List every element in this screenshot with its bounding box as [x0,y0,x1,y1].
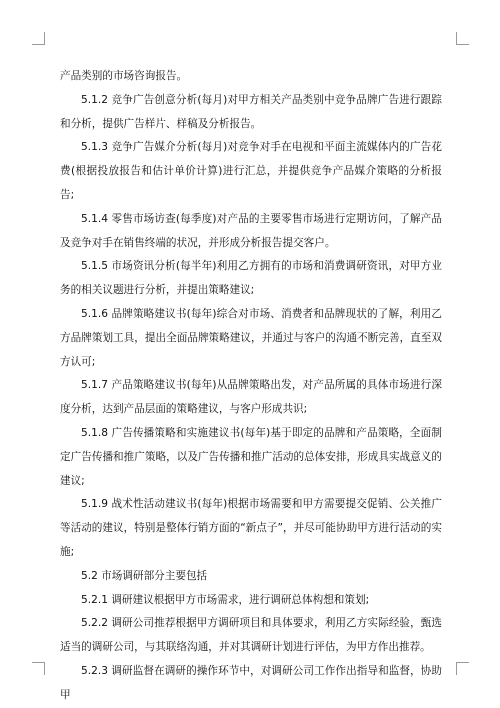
paragraph: 5.1.4 零售市场访查(每季度)对产品的主要零售市场进行定期访问，了解产品及竞争对手在销售终端的状况，并形成分析报告提交客户。 [60,212,442,249]
paragraph: 5.1.9 战术性活动建议书(每年)根据市场需要和甲方需要提交促销、公关推广等活动的建议，特别是整体行销方面的“新点子”，并尽可能协助甲方进行活动的实施; [60,498,442,558]
paragraph: 5.1.6 品牌策略建议书(每年)综合对市场、消费者和品牌现状的了解，利用乙方品牌策划工具，提出全面品牌策略建议，并通过与客户的沟通不断完善，直至双方认可; [60,307,442,368]
crop-mark-top-right [456,32,469,45]
crop-mark-bottom-right [456,662,469,675]
paragraph: 5.1.7 产品策略建议书(每年)从品牌策略出发，对产品所属的具体市场进行深度分析，达到产品层面的策略建议，与客户形成共识; [60,379,442,416]
paragraph: 5.2.1 调研建议根据甲方市场需求，进行调研总体构想和策划; [81,593,370,606]
paragraph: 5.1.3 竞争广告媒介分析(每月)对竞争对手在电视和平面主流媒体内的广告花费(根据投放报告和估计单价计算)进行汇总，并提供竞争产品媒介策略的分析报告; [60,141,442,201]
paragraph: 5.1.5 市场资讯分析(每半年)利用乙方拥有的市场和消费调研资讯，对甲方业务的相关议题进行分析，并提出策略建议; [60,260,442,297]
paragraph: 5.1.2 竞争广告创意分析(每月)对甲方相关产品类别中竞争品牌广告进行跟踪和分析，提供广告样片、样稿及分析报告。 [60,93,442,130]
section-heading: 5.2 市场调研部分主要包括 [81,569,208,582]
document-body [60,65,442,708]
crop-mark-top-left [32,32,45,45]
crop-mark-bottom-left [32,662,45,675]
paragraph: 5.2.3 调研监督在调研的操作环节中，对调研公司工作作出指导和监督，协助甲 [60,664,442,701]
paragraph: 5.1.8 广告传播策略和实施建议书(每年)基于即定的品牌和产品策略，全面制定广告传播和推广策略，以及广告传播和推广活动的总体安排，形成具实战意义的建议; [60,426,442,487]
paragraph: 5.2.2 调研公司推荐根据甲方调研项目和具体要求，利用乙方实际经验，甄选适当的调研公司，与其联络沟通，并对其调研计划进行评估，为甲方作出推荐。 [60,617,442,654]
paragraph: 产品类别的市场咨询报告。 [60,70,188,82]
